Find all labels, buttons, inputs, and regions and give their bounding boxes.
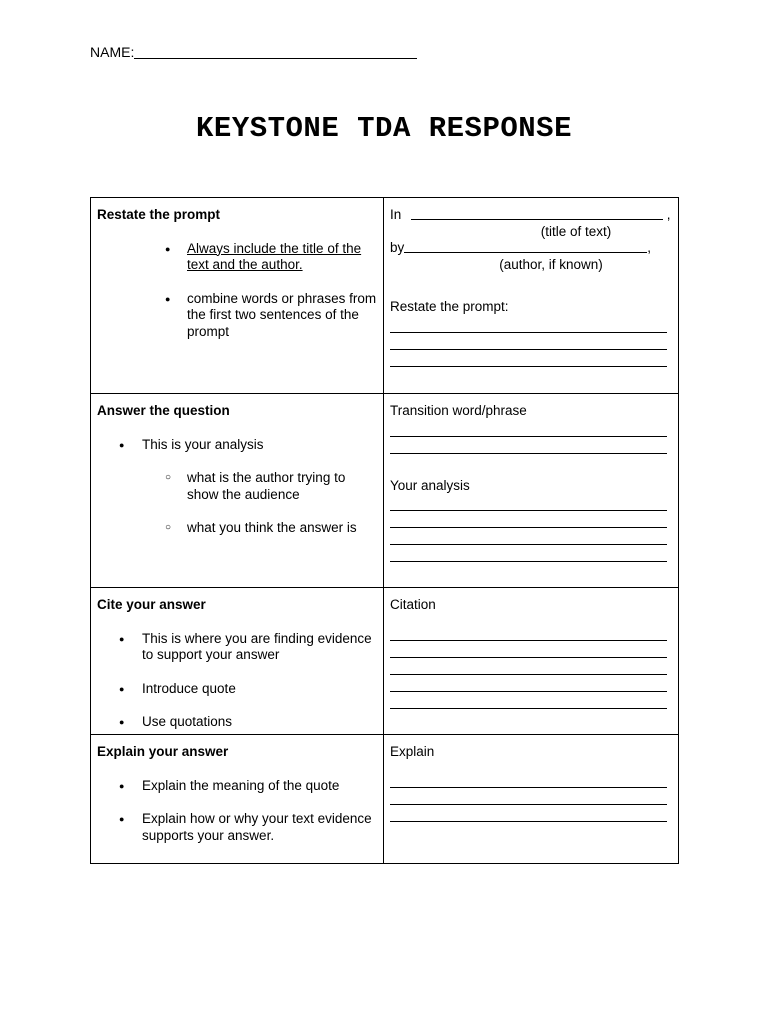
comma: , bbox=[647, 240, 652, 255]
list-item: ● combine words or phrases from the first two sentences of the prompt bbox=[97, 291, 377, 341]
table-row bbox=[91, 394, 679, 588]
instruction-cell bbox=[91, 735, 384, 864]
write-line[interactable] bbox=[390, 316, 667, 333]
response-cell[interactable] bbox=[384, 735, 679, 864]
write-line[interactable] bbox=[390, 333, 667, 350]
table-row bbox=[91, 198, 679, 394]
write-line[interactable] bbox=[390, 545, 667, 562]
list-item: ● Always include the title of the text and the author. bbox=[97, 241, 377, 274]
write-line[interactable] bbox=[390, 437, 667, 454]
instruction-cell bbox=[91, 198, 384, 394]
name-blank-line[interactable] bbox=[134, 44, 417, 59]
explain-label: Explain bbox=[390, 744, 435, 759]
write-line[interactable] bbox=[390, 788, 667, 805]
instruction-cell bbox=[91, 394, 384, 588]
write-line[interactable] bbox=[390, 658, 667, 675]
bullet-list bbox=[97, 437, 377, 454]
restate-label: Restate the prompt: bbox=[390, 299, 509, 314]
comma: , bbox=[666, 207, 671, 222]
citation-label: Citation bbox=[390, 597, 436, 612]
by-label: by bbox=[390, 240, 405, 255]
row-heading: Answer the question bbox=[97, 403, 230, 418]
write-line[interactable] bbox=[390, 528, 667, 545]
list-item: ● Explain how or why your text evidence supports your answer. bbox=[97, 811, 377, 844]
transition-label: Transition word/phrase bbox=[390, 403, 527, 418]
response-cell[interactable] bbox=[384, 588, 679, 735]
in-label: In bbox=[390, 207, 402, 222]
list-item: ● Explain the meaning of the quote bbox=[97, 778, 377, 795]
title-line bbox=[390, 207, 672, 224]
list-item: ● This is your analysis bbox=[97, 437, 377, 454]
sub-list-item: ○ what you think the answer is bbox=[97, 520, 377, 537]
list-item: ● Use quotations bbox=[97, 714, 377, 731]
bullet-list bbox=[97, 241, 377, 341]
bullet-list bbox=[97, 778, 377, 845]
table-row bbox=[91, 735, 679, 864]
name-field[interactable] bbox=[90, 44, 417, 60]
table-row bbox=[91, 588, 679, 735]
write-line[interactable] bbox=[390, 511, 667, 528]
list-item: ● Introduce quote bbox=[97, 681, 377, 698]
write-line[interactable] bbox=[390, 692, 667, 709]
title-blank[interactable] bbox=[411, 207, 663, 220]
response-cell[interactable] bbox=[384, 394, 679, 588]
write-line[interactable] bbox=[390, 641, 667, 658]
list-item: ● This is where you are finding evidence to support your answer bbox=[97, 631, 377, 664]
row-heading: Explain your answer bbox=[97, 744, 229, 759]
sub-list-item: ○ what is the author trying to show the audience bbox=[97, 470, 377, 503]
bullet-list bbox=[97, 631, 377, 731]
page-title: KEYSTONE TDA RESPONSE bbox=[196, 112, 572, 145]
write-line[interactable] bbox=[390, 771, 667, 788]
write-line[interactable] bbox=[390, 420, 667, 437]
instruction-cell bbox=[91, 588, 384, 735]
response-cell[interactable] bbox=[384, 198, 679, 394]
name-label: NAME: bbox=[90, 44, 135, 60]
author-line bbox=[390, 240, 672, 257]
write-line[interactable] bbox=[390, 675, 667, 692]
author-blank[interactable] bbox=[404, 240, 647, 253]
write-line[interactable] bbox=[390, 494, 667, 511]
title-caption: (title of text) bbox=[540, 223, 612, 239]
row-heading: Restate the prompt bbox=[97, 207, 221, 222]
row-heading: Cite your answer bbox=[97, 597, 206, 612]
write-line[interactable] bbox=[390, 624, 667, 641]
write-line[interactable] bbox=[390, 805, 667, 822]
write-line[interactable] bbox=[390, 350, 667, 367]
sub-bullet-list bbox=[97, 470, 377, 537]
author-caption: (author, if known) bbox=[499, 256, 603, 272]
tda-table bbox=[90, 197, 679, 864]
analysis-label: Your analysis bbox=[390, 477, 470, 493]
